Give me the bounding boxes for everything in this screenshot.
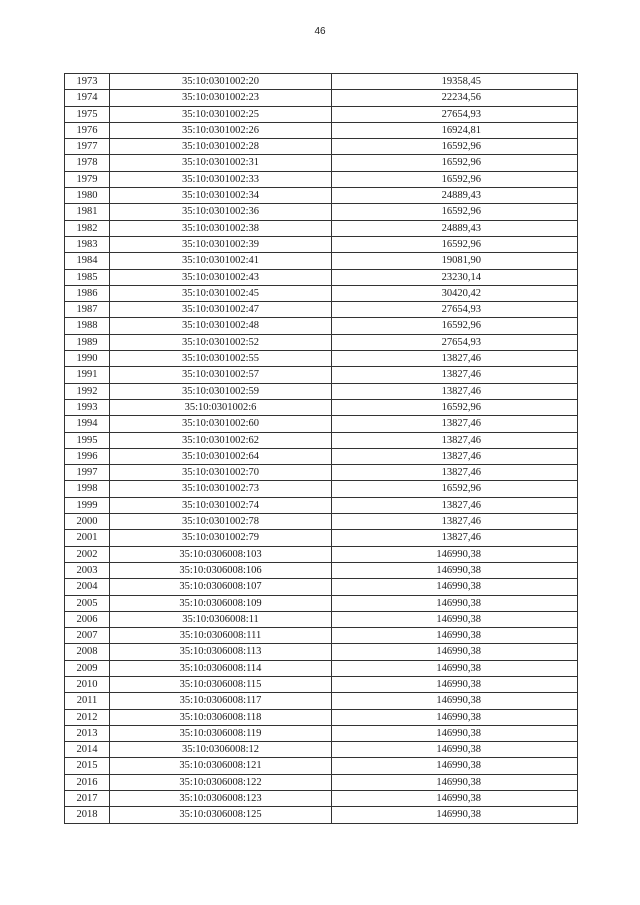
cadastral-value-cell: 146990,38 [332, 791, 578, 807]
cadastral-number-cell: 35:10:0306008:125 [110, 807, 332, 823]
cadastral-value-cell: 16592,96 [332, 204, 578, 220]
row-number-cell: 1997 [65, 465, 110, 481]
row-number-cell: 2011 [65, 693, 110, 709]
cadastral-value-cell: 146990,38 [332, 595, 578, 611]
cadastral-number-cell: 35:10:0301002:47 [110, 302, 332, 318]
cadastral-value-cell: 23230,14 [332, 269, 578, 285]
row-number-cell: 2004 [65, 579, 110, 595]
cadastral-value-cell: 16592,96 [332, 171, 578, 187]
cadastral-value-cell: 146990,38 [332, 774, 578, 790]
table-row [65, 693, 578, 709]
cadastral-number-cell: 35:10:0306008:113 [110, 644, 332, 660]
cadastral-value-cell: 19081,90 [332, 253, 578, 269]
cadastral-value-cell: 16592,96 [332, 236, 578, 252]
cadastral-value-cell: 146990,38 [332, 693, 578, 709]
table-row [65, 562, 578, 578]
cadastral-value-cell: 146990,38 [332, 742, 578, 758]
row-number-cell: 1987 [65, 302, 110, 318]
cadastral-value-cell: 13827,46 [332, 432, 578, 448]
cadastral-number-cell: 35:10:0301002:64 [110, 448, 332, 464]
cadastral-number-cell: 35:10:0306008:103 [110, 546, 332, 562]
cadastral-value-cell: 146990,38 [332, 660, 578, 676]
cadastral-value-cell: 13827,46 [332, 367, 578, 383]
table-row [65, 171, 578, 187]
row-number-cell: 1991 [65, 367, 110, 383]
table-row [65, 399, 578, 415]
table-row [65, 660, 578, 676]
table-row [65, 106, 578, 122]
cadastral-number-cell: 35:10:0301002:33 [110, 171, 332, 187]
row-number-cell: 1993 [65, 399, 110, 415]
table-row [65, 236, 578, 252]
row-number-cell: 1979 [65, 171, 110, 187]
row-number-cell: 1973 [65, 74, 110, 90]
cadastral-number-cell: 35:10:0301002:55 [110, 351, 332, 367]
table-row [65, 188, 578, 204]
table-body [65, 74, 578, 824]
row-number-cell: 2001 [65, 530, 110, 546]
cadastral-value-cell: 22234,56 [332, 90, 578, 106]
row-number-cell: 1982 [65, 220, 110, 236]
cadastral-number-cell: 35:10:0301002:45 [110, 285, 332, 301]
table-row [65, 758, 578, 774]
table-row [65, 334, 578, 350]
table-row [65, 644, 578, 660]
cadastral-value-cell: 146990,38 [332, 628, 578, 644]
row-number-cell: 2007 [65, 628, 110, 644]
row-number-cell: 1985 [65, 269, 110, 285]
table-row [65, 676, 578, 692]
cadastral-value-cell: 146990,38 [332, 807, 578, 823]
cadastral-value-cell: 146990,38 [332, 676, 578, 692]
table-row [65, 807, 578, 823]
cadastral-value-cell: 146990,38 [332, 644, 578, 660]
table-row [65, 546, 578, 562]
cadastral-number-cell: 35:10:0301002:43 [110, 269, 332, 285]
cadastral-value-cell: 146990,38 [332, 611, 578, 627]
row-number-cell: 2005 [65, 595, 110, 611]
table-row [65, 155, 578, 171]
page-number: 46 [314, 26, 326, 37]
cadastral-value-cell: 146990,38 [332, 758, 578, 774]
table-row [65, 302, 578, 318]
row-number-cell: 1996 [65, 448, 110, 464]
table-row [65, 269, 578, 285]
cadastral-number-cell: 35:10:0306008:121 [110, 758, 332, 774]
cadastral-number-cell: 35:10:0301002:25 [110, 106, 332, 122]
row-number-cell: 1986 [65, 285, 110, 301]
table-row [65, 514, 578, 530]
table-row [65, 318, 578, 334]
table-row [65, 122, 578, 138]
table-row [65, 579, 578, 595]
row-number-cell: 2013 [65, 725, 110, 741]
cadastral-value-cell: 13827,46 [332, 465, 578, 481]
cadastral-number-cell: 35:10:0301002:59 [110, 383, 332, 399]
row-number-cell: 2008 [65, 644, 110, 660]
table-row [65, 367, 578, 383]
table-row [65, 204, 578, 220]
row-number-cell: 1994 [65, 416, 110, 432]
cadastral-number-cell: 35:10:0301002:20 [110, 74, 332, 90]
cadastral-value-cell: 19358,45 [332, 74, 578, 90]
table-row [65, 791, 578, 807]
cadastral-number-cell: 35:10:0306008:117 [110, 693, 332, 709]
table-row [65, 416, 578, 432]
table-row [65, 432, 578, 448]
table-row [65, 74, 578, 90]
row-number-cell: 2016 [65, 774, 110, 790]
row-number-cell: 2009 [65, 660, 110, 676]
table-row [65, 481, 578, 497]
cadastral-number-cell: 35:10:0301002:62 [110, 432, 332, 448]
row-number-cell: 2012 [65, 709, 110, 725]
cadastral-value-cell: 16592,96 [332, 318, 578, 334]
cadastral-number-cell: 35:10:0301002:73 [110, 481, 332, 497]
row-number-cell: 1998 [65, 481, 110, 497]
cadastral-number-cell: 35:10:0301002:79 [110, 530, 332, 546]
row-number-cell: 1989 [65, 334, 110, 350]
cadastral-value-cell: 16592,96 [332, 399, 578, 415]
cadastral-number-cell: 35:10:0301002:48 [110, 318, 332, 334]
table-row [65, 709, 578, 725]
table-row [65, 383, 578, 399]
row-number-cell: 1974 [65, 90, 110, 106]
table-row [65, 774, 578, 790]
cadastral-number-cell: 35:10:0301002:6 [110, 399, 332, 415]
cadastral-number-cell: 35:10:0306008:115 [110, 676, 332, 692]
cadastral-value-cell: 13827,46 [332, 351, 578, 367]
cadastral-value-cell: 13827,46 [332, 416, 578, 432]
cadastral-number-cell: 35:10:0301002:60 [110, 416, 332, 432]
cadastral-value-cell: 16592,96 [332, 481, 578, 497]
row-number-cell: 1992 [65, 383, 110, 399]
cadastral-number-cell: 35:10:0306008:109 [110, 595, 332, 611]
cadastral-value-cell: 13827,46 [332, 448, 578, 464]
cadastral-value-cell: 16592,96 [332, 155, 578, 171]
cadastral-number-cell: 35:10:0301002:23 [110, 90, 332, 106]
cadastral-value-cell: 146990,38 [332, 579, 578, 595]
cadastral-value-cell: 27654,93 [332, 334, 578, 350]
row-number-cell: 1977 [65, 139, 110, 155]
row-number-cell: 1995 [65, 432, 110, 448]
cadastral-value-cell: 16924,81 [332, 122, 578, 138]
cadastral-value-cell: 30420,42 [332, 285, 578, 301]
row-number-cell: 1983 [65, 236, 110, 252]
cadastral-number-cell: 35:10:0306008:106 [110, 562, 332, 578]
row-number-cell: 1975 [65, 106, 110, 122]
cadastral-number-cell: 35:10:0301002:28 [110, 139, 332, 155]
cadastral-number-cell: 35:10:0301002:74 [110, 497, 332, 513]
cadastral-number-cell: 35:10:0301002:57 [110, 367, 332, 383]
row-number-cell: 1976 [65, 122, 110, 138]
cadastral-number-cell: 35:10:0301002:38 [110, 220, 332, 236]
table-row [65, 139, 578, 155]
row-number-cell: 1999 [65, 497, 110, 513]
table-row [65, 285, 578, 301]
cadastral-value-cell: 13827,46 [332, 530, 578, 546]
table-row [65, 497, 578, 513]
cadastral-value-cell: 13827,46 [332, 383, 578, 399]
table-row [65, 90, 578, 106]
table-row [65, 465, 578, 481]
cadastral-value-cell: 146990,38 [332, 709, 578, 725]
cadastral-value-cell: 146990,38 [332, 546, 578, 562]
row-number-cell: 2003 [65, 562, 110, 578]
cadastral-number-cell: 35:10:0301002:36 [110, 204, 332, 220]
table-row [65, 351, 578, 367]
row-number-cell: 2000 [65, 514, 110, 530]
cadastral-number-cell: 35:10:0306008:12 [110, 742, 332, 758]
cadastral-number-cell: 35:10:0301002:70 [110, 465, 332, 481]
row-number-cell: 2018 [65, 807, 110, 823]
cadastral-value-cell: 16592,96 [332, 139, 578, 155]
row-number-cell: 2006 [65, 611, 110, 627]
row-number-cell: 2010 [65, 676, 110, 692]
cadastral-number-cell: 35:10:0306008:123 [110, 791, 332, 807]
cadastral-value-cell: 13827,46 [332, 497, 578, 513]
table-row [65, 448, 578, 464]
cadastral-number-cell: 35:10:0306008:114 [110, 660, 332, 676]
table-row [65, 595, 578, 611]
row-number-cell: 1981 [65, 204, 110, 220]
row-number-cell: 1988 [65, 318, 110, 334]
row-number-cell: 1990 [65, 351, 110, 367]
cadastral-number-cell: 35:10:0306008:107 [110, 579, 332, 595]
cadastral-number-cell: 35:10:0301002:26 [110, 122, 332, 138]
row-number-cell: 2015 [65, 758, 110, 774]
table-row [65, 628, 578, 644]
cadastral-value-cell: 27654,93 [332, 106, 578, 122]
cadastral-number-cell: 35:10:0301002:52 [110, 334, 332, 350]
cadastral-number-cell: 35:10:0301002:34 [110, 188, 332, 204]
cadastral-number-cell: 35:10:0301002:31 [110, 155, 332, 171]
row-number-cell: 2017 [65, 791, 110, 807]
cadastral-value-cell: 24889,43 [332, 220, 578, 236]
cadastral-value-cell: 146990,38 [332, 725, 578, 741]
row-number-cell: 1978 [65, 155, 110, 171]
cadastral-value-cell: 24889,43 [332, 188, 578, 204]
table-row [65, 253, 578, 269]
cadastral-value-table [64, 73, 578, 824]
cadastral-value-cell: 27654,93 [332, 302, 578, 318]
row-number-cell: 1980 [65, 188, 110, 204]
cadastral-number-cell: 35:10:0306008:111 [110, 628, 332, 644]
cadastral-value-cell: 146990,38 [332, 562, 578, 578]
cadastral-number-cell: 35:10:0306008:119 [110, 725, 332, 741]
table-row [65, 220, 578, 236]
cadastral-number-cell: 35:10:0306008:118 [110, 709, 332, 725]
row-number-cell: 2014 [65, 742, 110, 758]
cadastral-number-cell: 35:10:0306008:122 [110, 774, 332, 790]
table-row [65, 742, 578, 758]
table-row [65, 530, 578, 546]
row-number-cell: 2002 [65, 546, 110, 562]
table-row [65, 611, 578, 627]
cadastral-number-cell: 35:10:0301002:78 [110, 514, 332, 530]
cadastral-value-cell: 13827,46 [332, 514, 578, 530]
cadastral-number-cell: 35:10:0306008:11 [110, 611, 332, 627]
row-number-cell: 1984 [65, 253, 110, 269]
cadastral-number-cell: 35:10:0301002:41 [110, 253, 332, 269]
table-row [65, 725, 578, 741]
cadastral-number-cell: 35:10:0301002:39 [110, 236, 332, 252]
